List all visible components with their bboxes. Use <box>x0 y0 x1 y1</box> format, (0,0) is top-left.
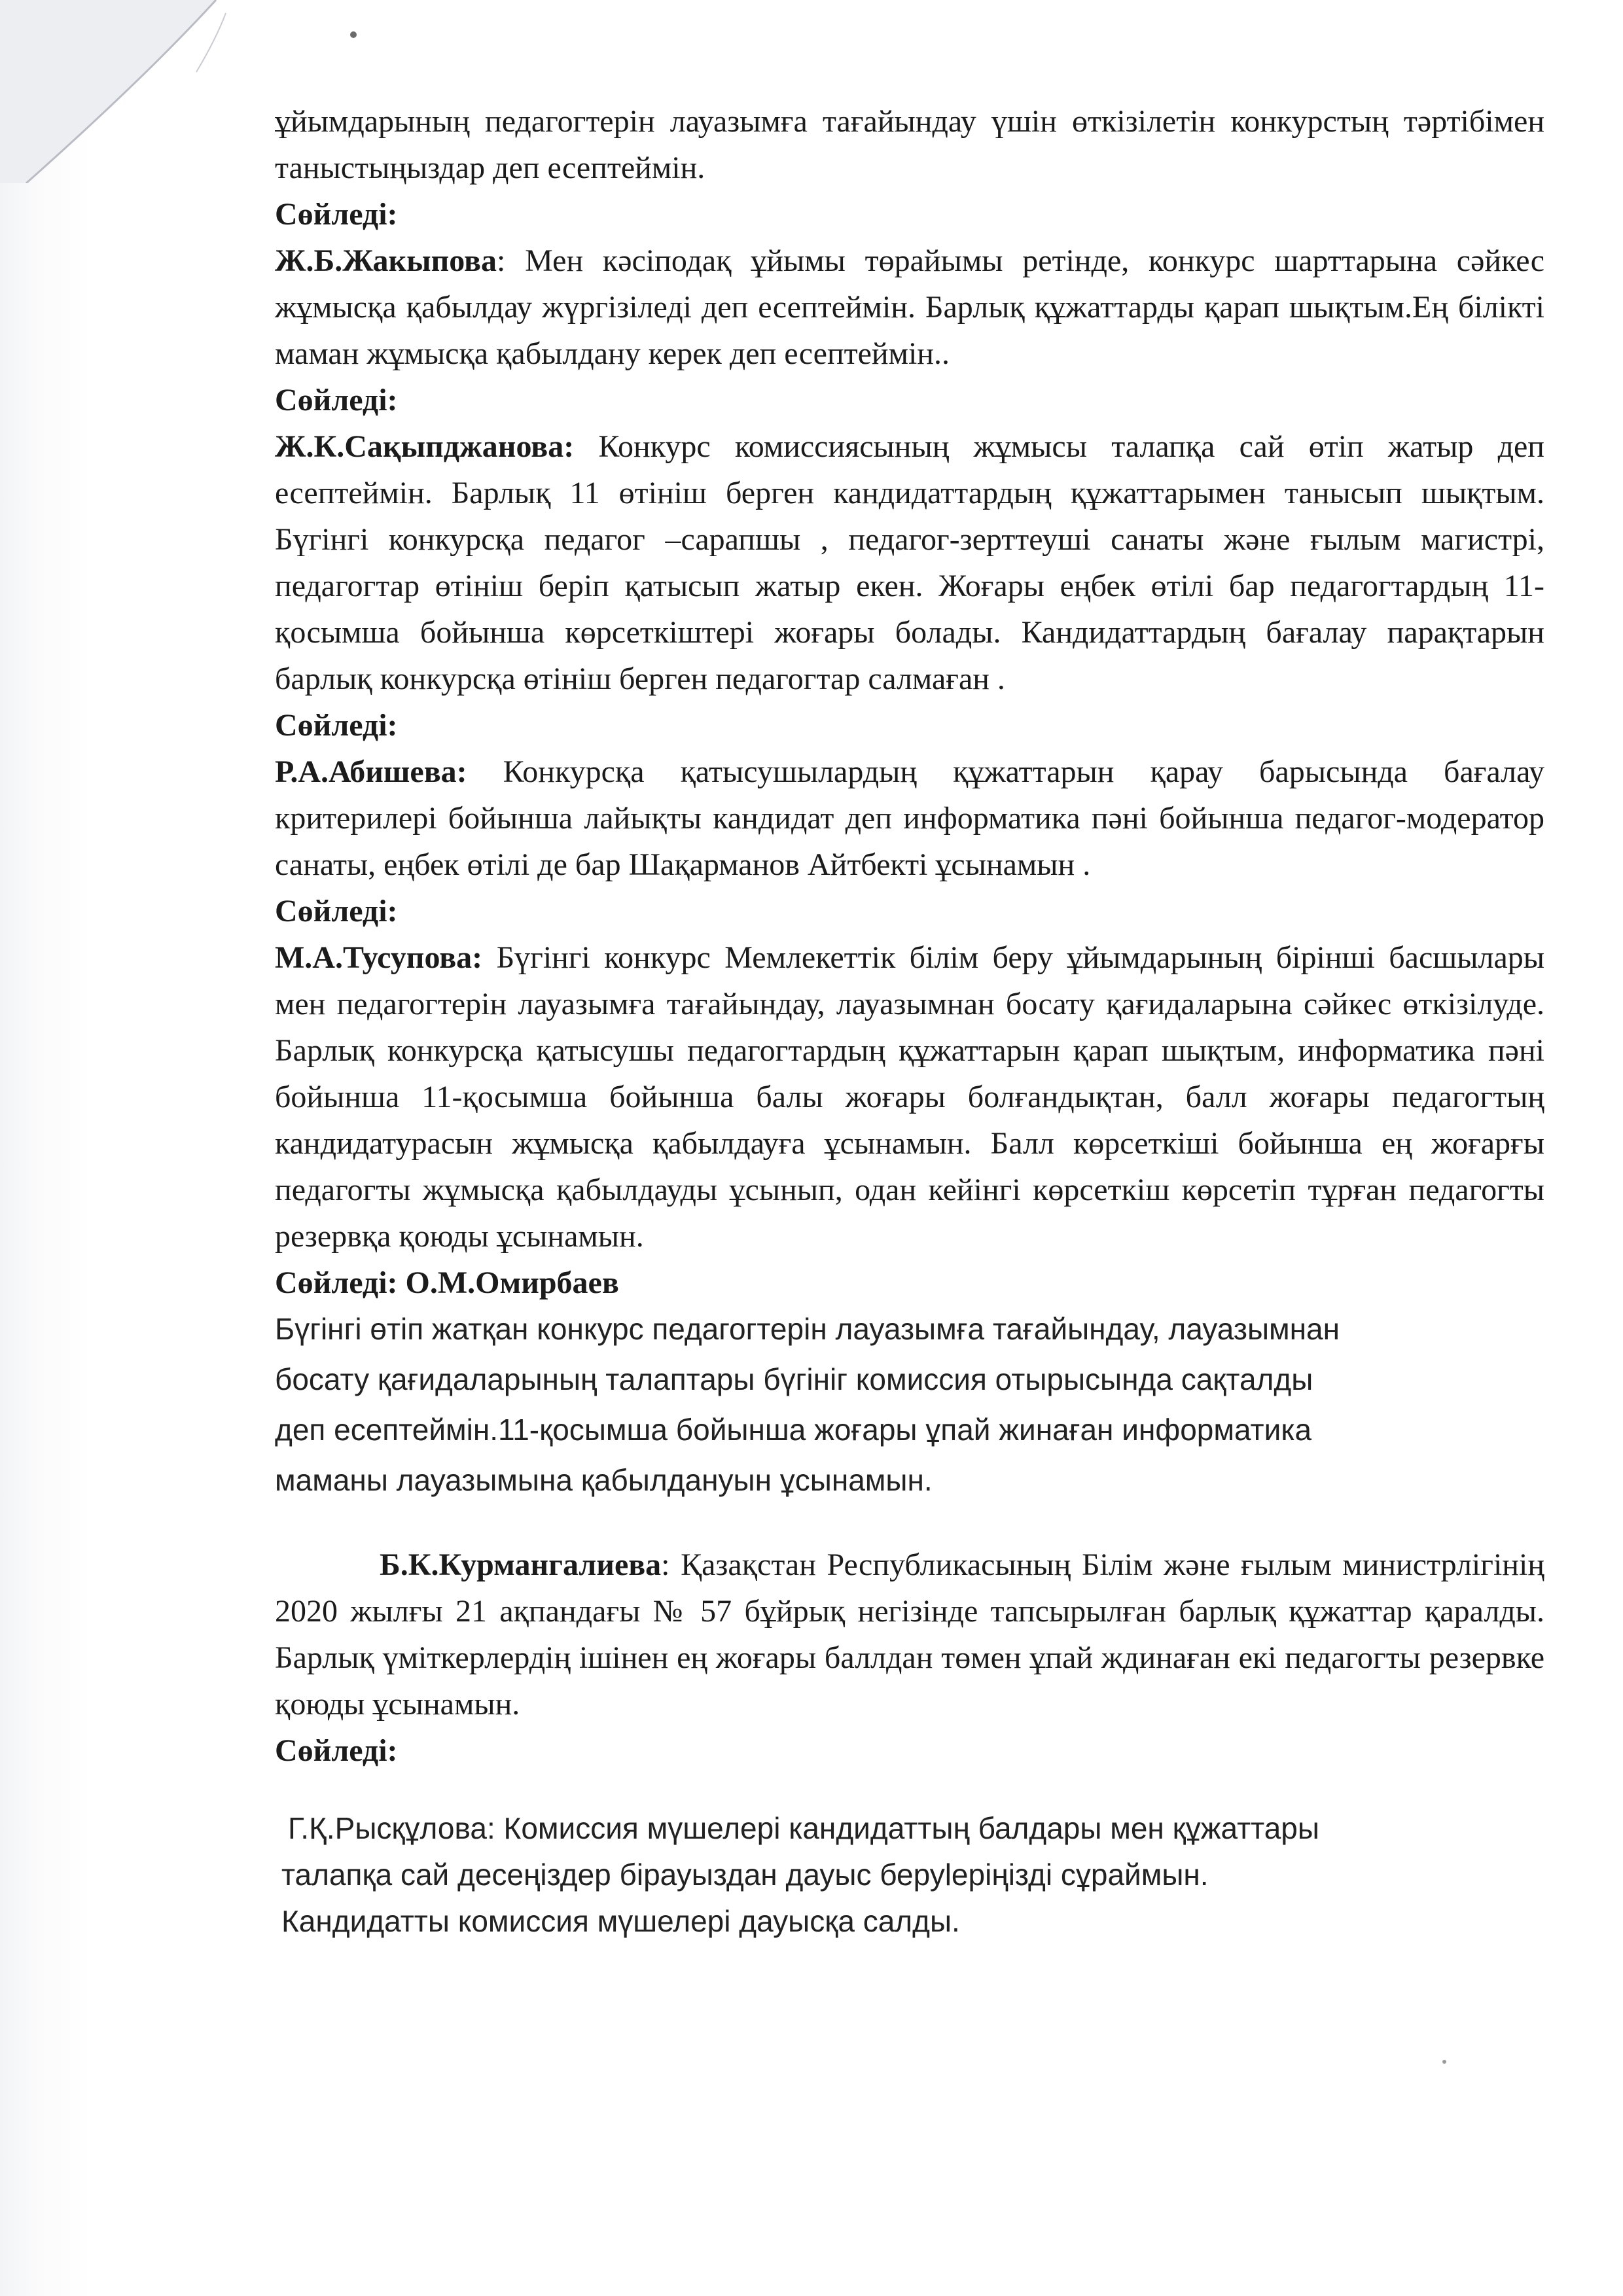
text-line: Бүгінгі өтіп жатқан конкурс педагогтерін лауазымға тағайындау, лауазымнан <box>275 1312 1340 1346</box>
speaker-heading: Сөйледі: <box>275 1733 398 1768</box>
text-line: Г.Қ.Рысқұлова: Комиссия мүшелері кандидаттың балдары мен құжаттары <box>288 1811 1319 1845</box>
speaker-name: Ж.К.Сақыпджанова: <box>275 429 575 464</box>
ink-speck <box>350 31 357 38</box>
speaker-name: Р.А.Абишева: <box>275 754 467 789</box>
speaker-name: Б.К.Курмангалиева <box>380 1547 662 1582</box>
statement-sakypdzhanova: Ж.К.Сақыпджанова: Конкурс комиссиясының жұмысы талапқа сай өтіп жатыр деп есептеймін. Барлық 11 өтініш берген кандидаттардың құжаттарымен танысып шықтым. Бүгінгі конкурсқа педагог –сарапшы , педагог-зерттеуші санаты және ғылым магистрі, педагогтар өтініш беріп қатысып жатыр екен. Жоғары еңбек өтілі бар педагогтардың 11-қосымша бойынша көрсеткіштері жоғары болады. Кандидаттардың бағалау парақтарын барлық конкурсқа өтініш берген педагогтар салмаған . <box>275 429 1544 696</box>
text-line: босату қағидаларының талаптары бүгініг комиссия отырысында сақталды <box>275 1362 1313 1396</box>
statement-ryskulova <box>275 1805 1544 1945</box>
text-line: талапқа сай десеңіздер бірауыздан дауыс беруleріңізді сұраймын. <box>281 1858 1209 1892</box>
speaker-name: М.А.Тусупова: <box>275 940 483 975</box>
speaker-heading-omirbaev: Сөйледі: О.М.Омирбаев <box>275 1265 619 1300</box>
statement-abisheva: Р.А.Абишева: Конкурсқа қатысушылардың құжаттарын қарау барысында бағалау критерилері бойынша лайықты кандидат деп информатика пәні бойынша педагог-модератор санаты, еңбек өтілі де бар Шақарманов Айтбекті ұсынамын . <box>275 754 1544 882</box>
statement-kurmangalieva: Б.К.Курмангалиева: Қазақстан Республикасының Білім және ғылым министрлігінің 2020 жылғы 21 ақпандағы № 57 бұйрық негізінде тапсырылған барлық құжаттар қаралды. Барлық үміткерлердің ішінен ең жоғары баллдан төмен ұпай ждинаған екі педагогты резервке қоюды ұсынамын. <box>275 1547 1544 1722</box>
statement-tusupova: М.А.Тусупова: Бүгінгі конкурс Мемлекеттік білім беру ұйымдарының бірінші басшылары мен педагогтерін лауазымға тағайындау, лауазымнан босату қағидаларына сәйкес өткізілуде. Барлық конкурсқа қатысушы педагогтардың құжаттарын қарап шықтым, информатика пәні бойынша 11-қосымша бойынша балы жоғары болғандықтан, балл жоғары педагогтың кандидатурасын жұмысқа қабылдауға ұсынамын. Балл көрсеткіші бойынша ең жоғарғы педагогты жұмысқа қабылдауды ұсынып, одан кейінгі көрсеткіш көрсетіп тұрған педагогты резервқа қоюды ұсынамын. <box>275 940 1544 1254</box>
text-line: маманы лауазымына қабылдануын ұсынамын. <box>275 1463 933 1497</box>
intro-paragraph: ұйымдарының педагогтерін лауазымға тағайындау үшін өткізілетін конкурстың тәртібімен таныстыңыздар деп есептеймін. <box>275 104 1544 185</box>
statement-zhakypova: Ж.Б.Жакыпова: Мен кәсіподақ ұйымы төрайымы ретінде, конкурс шарттарына сәйкес жұмысқа қабылдау жүргізіледі деп есептеймін. Барлық құжаттарды қарап шықтым.Ең білікті маман жұмысқа қабылдану керек деп есептеймін.. <box>275 243 1544 371</box>
statement-omirbaev <box>275 1306 1544 1504</box>
folded-corner-mark <box>0 0 236 183</box>
document-body <box>275 98 1544 1945</box>
speaker-heading: Сөйледі: <box>275 894 398 928</box>
speaker-name: Ж.Б.Жакыпова <box>275 243 497 278</box>
speaker-heading: Сөйледі: <box>275 708 398 743</box>
speaker-heading: Сөйледі: <box>275 197 398 232</box>
text-line: деп есептеймін.11-қосымша бойынша жоғары ұпай жинаған информатика <box>275 1413 1312 1447</box>
text-line: Кандидатты комиссия мүшелері дауысқа салды. <box>281 1904 960 1938</box>
speaker-heading: Сөйледі: <box>275 383 398 417</box>
ink-speck <box>1442 2060 1446 2064</box>
